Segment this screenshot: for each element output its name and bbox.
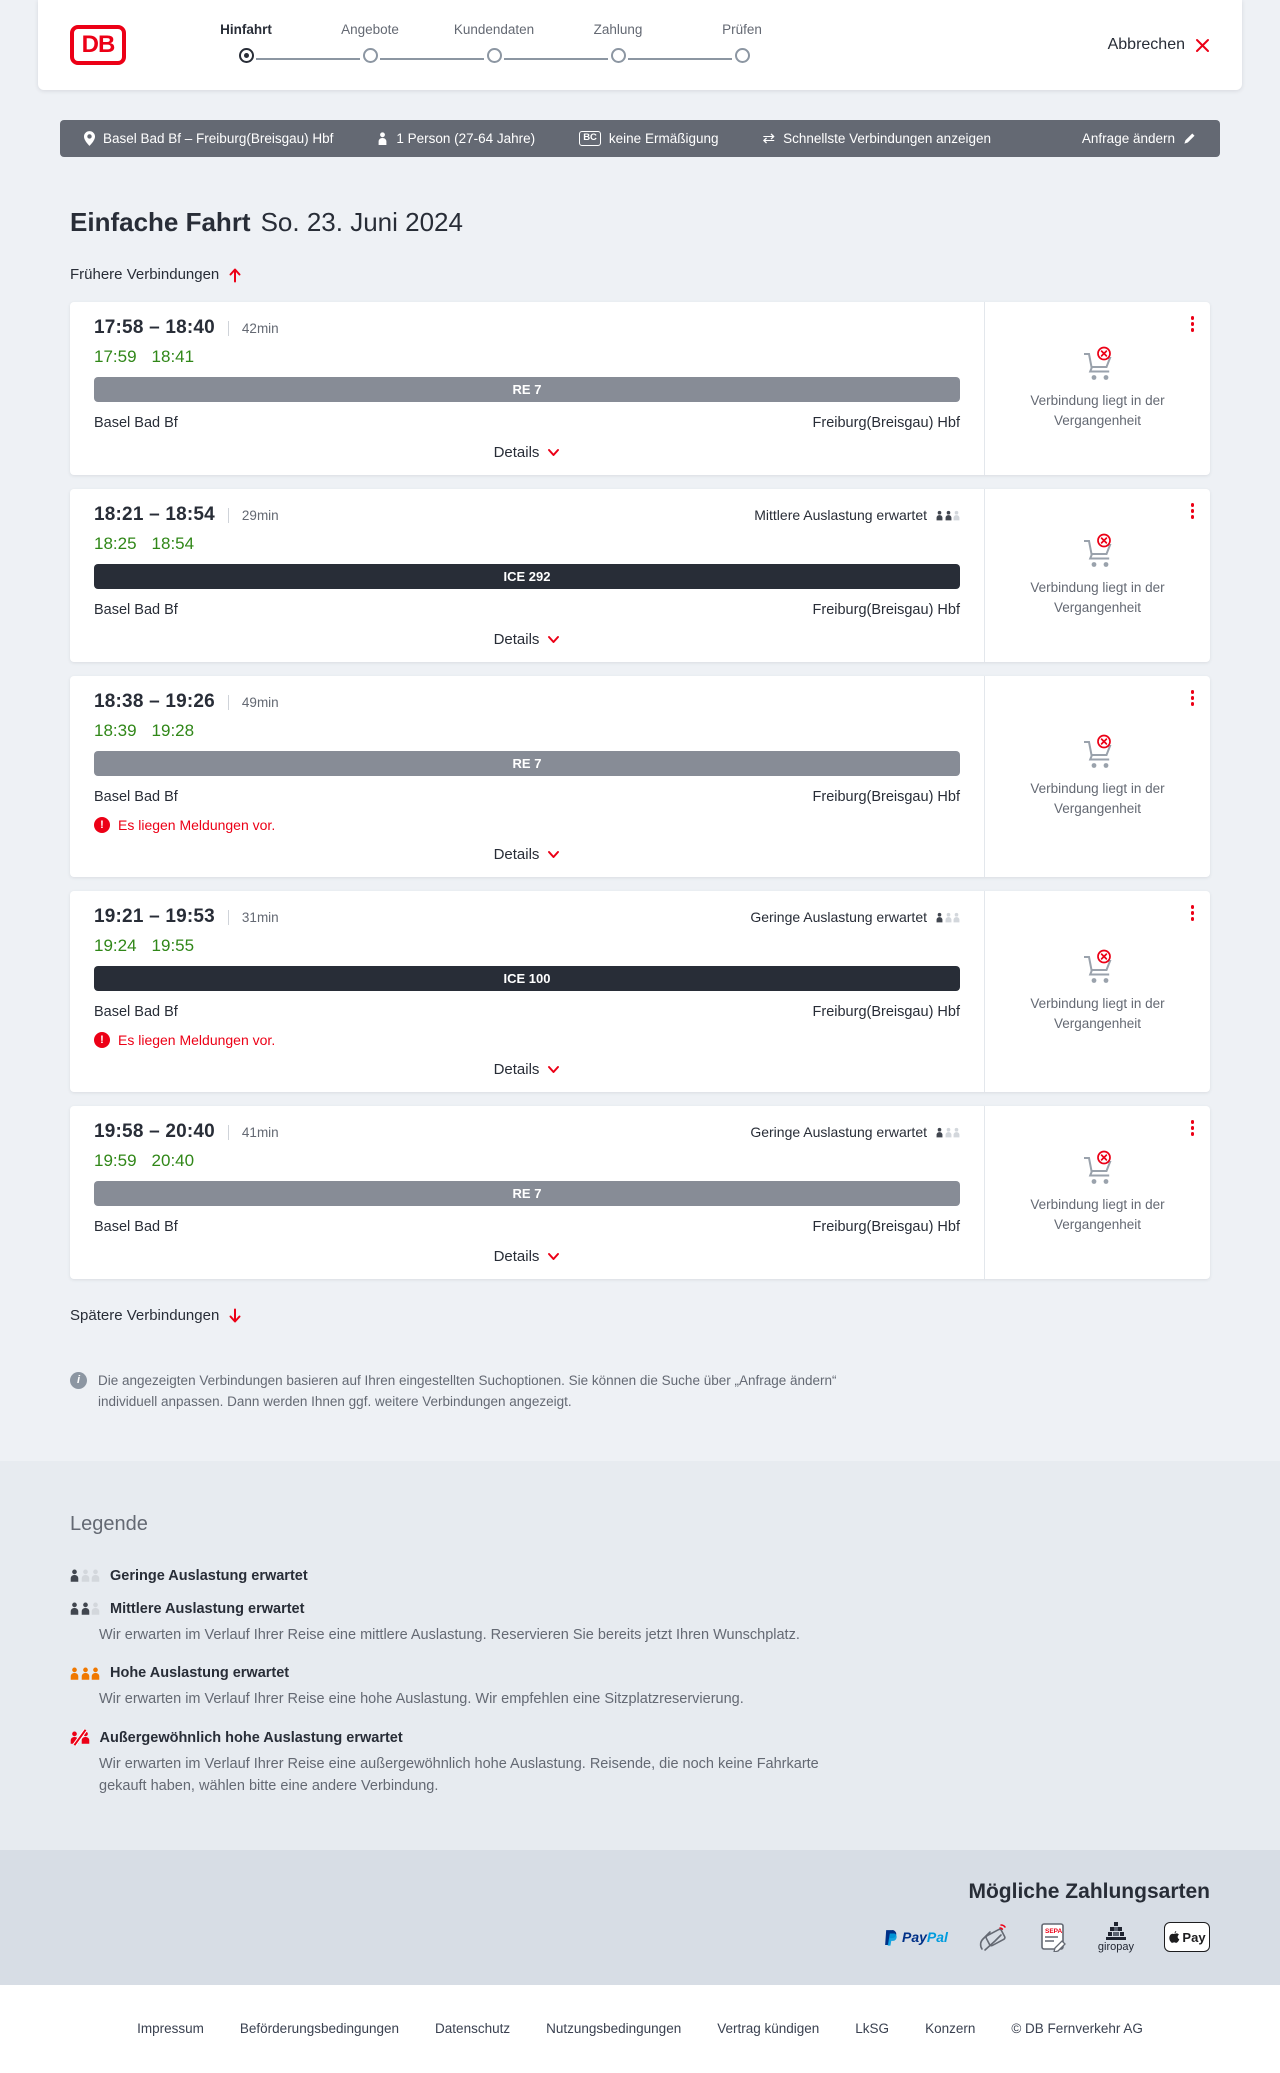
stations-row [94,1004,960,1020]
arrow-up-icon [228,267,242,283]
connection-card-1 [70,302,1210,475]
step-hinfahrt[interactable]: Hinfahrt [184,22,308,68]
cancel-button[interactable]: Abbrechen [1108,36,1210,54]
occupancy-indicator: Geringe Auslastung erwartet [750,1124,960,1140]
connection-times: 19:58 – 20:40 41min [94,1121,279,1142]
connection-times: 18:21 – 18:54 29min [94,504,279,525]
chevron-down-icon [547,850,560,859]
bahncard-icon: BC [579,131,601,145]
realtime-times: 18:39 19:28 [94,721,195,740]
stations-row [94,1219,960,1235]
payments-heading: Mögliche Zahlungsarten [968,1879,1210,1903]
departure-station: Basel Bad Bf [94,602,178,618]
departure-station: Basel Bad Bf [94,1219,178,1235]
footer-link-konzern[interactable]: Konzern [925,2021,976,2037]
more-options-button[interactable] [1188,313,1198,335]
step-circle-icon [363,48,378,63]
more-options-button[interactable] [1188,1117,1198,1139]
more-options-button[interactable] [1188,500,1198,522]
arrival-station: Freiburg(Breisgau) Hbf [812,789,960,805]
edit-request-button[interactable]: Anfrage ändern [1082,131,1196,146]
search-options-note: i Die angezeigten Verbindungen basieren auf Ihren eingestellten Suchoptionen. Sie können die Suche über „Anfrage ändern“ individuell anpassen. Dann werden Ihnen ggf. weitere Verbindungen angezeigt. [70,1371,840,1461]
train-segment-bar: ICE 100 [94,966,960,991]
step-circle-icon [735,48,750,63]
occupancy-low-icon [936,912,960,923]
step-circle-icon [611,48,626,63]
past-connection-note: Verbindung liegt in der Vergangenheit [1030,781,1165,816]
progress-stepper [184,22,804,68]
messages-warning: ! Es liegen Meldungen vor. [94,817,960,833]
cart-unavailable-icon [1076,1150,1120,1186]
credit-card-icon [978,1922,1010,1952]
pencil-icon [1183,132,1196,145]
top-header [38,0,1242,90]
discount-summary: BC keine Ermäßigung [579,131,718,146]
duration: 29min [228,508,279,523]
details-toggle[interactable]: Details [494,1061,561,1078]
svg-text:SEPA: SEPA [1044,1928,1063,1936]
realtime-times: 17:59 18:41 [94,347,195,366]
step-kundendaten[interactable]: Kundendaten [432,22,556,68]
occupancy-indicator: Geringe Auslastung erwartet [750,909,960,925]
booking-panel [984,489,1210,662]
step-angebote[interactable]: Angebote [308,22,432,68]
duration: 41min [228,1125,279,1140]
legend-item-high: Hohe Auslastung erwartet Wir erwarten im Verlauf Ihrer Reise eine hohe Auslastung. Wir empfehlen eine Sitzplatzreservierung. [70,1665,1210,1712]
step-circle-icon [487,48,502,63]
route-summary: Basel Bad Bf – Freiburg(Breisgau) Hbf [84,131,333,146]
connection-card-4 [70,891,1210,1092]
realtime-times: 19:24 19:55 [94,936,195,955]
duration: 49min [228,695,279,710]
apple-pay-icon: Pay [1164,1922,1210,1952]
earlier-connections-link[interactable]: Frühere Verbindungen [70,266,242,283]
booking-panel [984,891,1210,1092]
occupancy-medium-icon [70,1602,100,1615]
past-connection-note: Verbindung liegt in der Vergangenheit [1030,580,1165,615]
legend-heading: Legende [70,1512,148,1535]
step-circle-active-icon [239,48,254,63]
footer-link-impressum[interactable]: Impressum [137,2021,204,2037]
details-toggle[interactable]: Details [494,1248,561,1265]
alert-icon: ! [94,817,110,833]
arrival-station: Freiburg(Breisgau) Hbf [812,1004,960,1020]
footer-link-vertrag-kuendigen[interactable]: Vertrag kündigen [717,2021,820,2037]
booking-panel [984,1106,1210,1279]
chevron-down-icon [547,1065,560,1074]
passengers-summary: 1 Person (27-64 Jahre) [377,131,535,146]
train-segment-bar: RE 7 [94,377,960,402]
more-options-button[interactable] [1188,902,1198,924]
chevron-down-icon [547,448,560,457]
cart-unavailable-icon [1076,533,1120,569]
occupancy-low-icon [70,1569,100,1582]
legend-section [0,1461,1280,1850]
giropay-icon: giropay [1098,1922,1134,1953]
payments-section [0,1850,1280,1985]
chevron-down-icon [547,1252,560,1261]
arrival-station: Freiburg(Breisgau) Hbf [812,602,960,618]
cart-unavailable-icon [1076,346,1120,382]
connection-card-2 [70,489,1210,662]
arrival-station: Freiburg(Breisgau) Hbf [812,1219,960,1235]
connection-card-3 [70,676,1210,877]
info-icon: i [70,1372,87,1389]
messages-warning: ! Es liegen Meldungen vor. [94,1032,960,1048]
realtime-times: 19:59 20:40 [94,1151,195,1170]
location-pin-icon [84,131,95,146]
travel-date: So. 23. Juni 2024 [260,207,463,237]
occupancy-indicator: Mittlere Auslastung erwartet [754,507,960,523]
footer-link-lksg[interactable]: LkSG [855,2021,890,2037]
search-summary-bar [60,120,1220,157]
footer-link-nutzungsbedingungen[interactable]: Nutzungsbedingungen [546,2021,682,2037]
step-zahlung[interactable]: Zahlung [556,22,680,68]
past-connection-note: Verbindung liegt in der Vergangenheit [1030,996,1165,1031]
train-segment-bar: RE 7 [94,751,960,776]
details-toggle[interactable]: Details [494,631,561,648]
stations-row [94,415,960,431]
arrow-down-icon [228,1308,242,1324]
connection-card-5 [70,1106,1210,1279]
view-mode-summary: ⇄ Schnellste Verbindungen anzeigen [762,130,991,147]
realtime-times: 18:25 18:54 [94,534,195,553]
footer-link-datenschutz[interactable]: Datenschutz [435,2021,511,2037]
close-icon [1195,38,1210,53]
train-segment-bar: ICE 292 [94,564,960,589]
stations-row [94,602,960,618]
occupancy-exceptional-icon [70,1731,90,1744]
occupancy-medium-icon [936,510,960,521]
footer-link-befoerderungsbedingungen[interactable]: Beförderungsbedingungen [239,2021,400,2037]
booking-panel [984,302,1210,475]
booking-panel [984,676,1210,877]
departure-station: Basel Bad Bf [94,789,178,805]
stations-row [94,789,960,805]
chevron-down-icon [547,635,560,644]
past-connection-note: Verbindung liegt in der Vergangenheit [1030,1197,1165,1232]
person-icon [377,132,388,145]
swap-arrows-icon: ⇄ [762,130,776,147]
results-section [70,157,1210,1461]
legend-item-medium: Mittlere Auslastung erwartet Wir erwarten im Verlauf Ihrer Reise eine mittlere Auslastung. Reservieren Sie bereits jetzt Ihren Wunschplatz. [70,1601,1210,1648]
duration: 31min [228,910,279,925]
later-connections-link[interactable]: Spätere Verbindungen [70,1307,242,1324]
legend-item-exceptional: Außergewöhnlich hohe Auslastung erwartet Wir erwarten im Verlauf Ihrer Reise eine außergewöhnlich hohe Auslastung. Reisende, die noch keine Fahrkarte gekauft haben, wählen bitte eine andere Verbindung. [70,1730,1210,1800]
sepa-icon [1040,1922,1068,1952]
page-title: Einfache Fahrt So. 23. Juni 2024 [70,207,463,237]
details-toggle[interactable]: Details [494,846,561,863]
legend-item-low: Geringe Auslastung erwartet [70,1568,1210,1584]
duration: 42min [228,321,279,336]
train-segment-bar: RE 7 [94,1181,960,1206]
departure-station: Basel Bad Bf [94,415,178,431]
footer [0,1985,1280,2073]
alert-icon: ! [94,1032,110,1048]
cart-unavailable-icon [1076,949,1120,985]
occupancy-low-icon [936,1127,960,1138]
cart-unavailable-icon [1076,734,1120,770]
connection-times: 18:38 – 19:26 49min [94,691,279,712]
arrival-station: Freiburg(Breisgau) Hbf [812,415,960,431]
paypal-icon: PayPal [884,1929,948,1946]
occupancy-high-icon [70,1667,100,1680]
db-logo: DB [70,25,126,65]
past-connection-note: Verbindung liegt in der Vergangenheit [1030,393,1165,428]
details-toggle[interactable]: Details [494,444,561,461]
connection-list [70,302,1210,1279]
connection-times: 19:21 – 19:53 31min [94,906,279,927]
more-options-button[interactable] [1188,687,1198,709]
step-pruefen[interactable]: Prüfen [680,22,804,68]
connection-times: 17:58 – 18:40 42min [94,317,279,338]
departure-station: Basel Bad Bf [94,1004,178,1020]
copyright: © DB Fernverkehr AG [1011,2021,1143,2037]
